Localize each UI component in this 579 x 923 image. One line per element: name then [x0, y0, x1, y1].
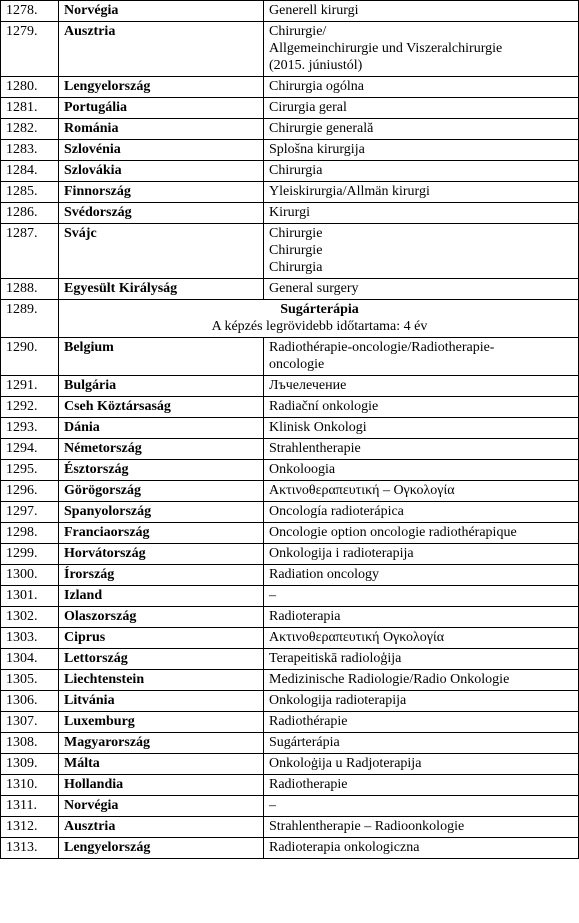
row-number: 1308.: [1, 733, 59, 754]
specialty-line: Chirurgie/: [269, 24, 327, 39]
row-number: 1293.: [1, 418, 59, 439]
row-number: 1306.: [1, 691, 59, 712]
specialty-line: oncologie: [269, 357, 325, 372]
specialty-title: [264, 691, 579, 712]
row-number: 1312.: [1, 817, 59, 838]
row-number: 1297.: [1, 502, 59, 523]
specialty-line: Medizinische Radiologie/Radio Onkologie: [269, 672, 510, 687]
country-name: Finnország: [59, 182, 264, 203]
specialty-line: Лъчелечение: [269, 378, 347, 393]
country-name: Litvánia: [59, 691, 264, 712]
table-row: [1, 838, 579, 859]
row-number: 1305.: [1, 670, 59, 691]
row-number: 1286.: [1, 203, 59, 224]
country-name: Norvégia: [59, 796, 264, 817]
row-number: 1279.: [1, 22, 59, 77]
specialty-line: (2015. júniustól): [269, 58, 363, 73]
country-name: Szlovákia: [59, 161, 264, 182]
specialty-line: Sugárterápia: [269, 735, 340, 750]
table-row: [1, 796, 579, 817]
table-row: [1, 224, 579, 279]
specialty-line: Allgemeinchirurgie und Viszeralchirurgie: [269, 41, 503, 56]
specialty-title: [264, 754, 579, 775]
specialty-line: General surgery: [269, 281, 359, 296]
table-row: [1, 98, 579, 119]
specialty-line: Splošna kirurgija: [269, 142, 365, 157]
country-name: Lettország: [59, 649, 264, 670]
section-duration: A képzés legrövidebb időtartama: 4 év: [211, 319, 428, 334]
specialty-line: Radioterapia: [269, 609, 341, 624]
specialty-title: [264, 203, 579, 224]
specialty-title: [264, 1, 579, 22]
specialty-line: Chirurgie generală: [269, 121, 374, 136]
country-name: Egyesült Királyság: [59, 279, 264, 300]
table-row: [1, 77, 579, 98]
row-number: 1295.: [1, 460, 59, 481]
specialty-line: Radiothérapie-oncologie/Radiotherapie-: [269, 340, 495, 355]
row-number: 1288.: [1, 279, 59, 300]
country-name: Belgium: [59, 338, 264, 376]
specialty-line: Radiothérapie: [269, 714, 348, 729]
table-row: [1, 119, 579, 140]
country-name: Liechtenstein: [59, 670, 264, 691]
table-row: [1, 140, 579, 161]
table-row: [1, 607, 579, 628]
country-name: Görögország: [59, 481, 264, 502]
table-row: [1, 481, 579, 502]
country-name: Svájc: [59, 224, 264, 279]
table-row: [1, 649, 579, 670]
country-name: Írország: [59, 565, 264, 586]
specialty-title: [264, 649, 579, 670]
specialty-title: [264, 796, 579, 817]
specialty-title: [264, 98, 579, 119]
country-name: Spanyolország: [59, 502, 264, 523]
row-number: 1280.: [1, 77, 59, 98]
specialty-title: [264, 119, 579, 140]
row-number: 1290.: [1, 338, 59, 376]
specialty-line: Oncologie option oncologie radiothérapique: [269, 525, 517, 540]
specialty-title: [264, 712, 579, 733]
table-row: [1, 502, 579, 523]
specialty-line: Onkologija i radioterapija: [269, 546, 414, 561]
specialty-line: Radiation oncology: [269, 567, 380, 582]
specialty-line: Strahlentherapie: [269, 441, 361, 456]
specialty-title: [264, 77, 579, 98]
specialty-line: Ακτινοθεραπευτική – Ογκολογία: [269, 483, 455, 498]
row-number: 1278.: [1, 1, 59, 22]
country-name: Magyarország: [59, 733, 264, 754]
specialty-line: Oncología radioterápica: [269, 504, 404, 519]
specialty-title: [264, 817, 579, 838]
specialty-line: Cirurgia geral: [269, 100, 347, 115]
row-number: 1299.: [1, 544, 59, 565]
row-number: 1309.: [1, 754, 59, 775]
specialty-line: –: [269, 798, 276, 813]
table-row: [1, 565, 579, 586]
specialty-title: [264, 481, 579, 502]
specialty-line: Onkologija radioterapija: [269, 693, 407, 708]
country-name: Franciaország: [59, 523, 264, 544]
specialty-line: Chirurgie: [269, 226, 323, 241]
specialty-line: Onkoloġija u Radjoterapija: [269, 756, 422, 771]
country-name: Horvátország: [59, 544, 264, 565]
row-number: 1282.: [1, 119, 59, 140]
row-number: 1281.: [1, 98, 59, 119]
specialty-line: Radiotherapie: [269, 777, 348, 792]
specialty-line: Onkoloogia: [269, 462, 336, 477]
specialty-title: [264, 279, 579, 300]
specialty-title: [264, 460, 579, 481]
specialty-line: Radioterapia onkologiczna: [269, 840, 420, 855]
section-header-group: [1, 300, 579, 338]
country-name: Németország: [59, 439, 264, 460]
table-row: [1, 628, 579, 649]
specialty-title: [264, 439, 579, 460]
specialty-title: [264, 733, 579, 754]
country-name: Ausztria: [59, 22, 264, 77]
specialty-title: [264, 418, 579, 439]
country-name: Cseh Köztársaság: [59, 397, 264, 418]
country-name: Svédország: [59, 203, 264, 224]
row-number: 1310.: [1, 775, 59, 796]
row-number: 1300.: [1, 565, 59, 586]
row-number: 1303.: [1, 628, 59, 649]
row-number: 1313.: [1, 838, 59, 859]
table-row: [1, 460, 579, 481]
country-name: Lengyelország: [59, 838, 264, 859]
specialty-title: [264, 838, 579, 859]
country-name: Portugália: [59, 98, 264, 119]
table-row: [1, 439, 579, 460]
specialty-title: [264, 586, 579, 607]
specialty-line: Klinisk Onkologi: [269, 420, 367, 435]
table-row: [1, 544, 579, 565]
table-body-radiotherapy: [1, 338, 579, 859]
table-row: [1, 523, 579, 544]
specialty-title: [264, 140, 579, 161]
table-row: [1, 418, 579, 439]
row-number: 1304.: [1, 649, 59, 670]
specialty-line: Radiační onkologie: [269, 399, 379, 414]
country-name: Lengyelország: [59, 77, 264, 98]
specialty-title: [264, 775, 579, 796]
section-header: [59, 300, 579, 338]
specialty-line: Yleiskirurgia/Allmän kirurgi: [269, 184, 430, 199]
country-name: Dánia: [59, 418, 264, 439]
row-number: 1302.: [1, 607, 59, 628]
country-name: Olaszország: [59, 607, 264, 628]
row-number: 1296.: [1, 481, 59, 502]
country-name: Ausztria: [59, 817, 264, 838]
specialty-title: [264, 607, 579, 628]
row-number: 1298.: [1, 523, 59, 544]
section-row-number: 1289.: [1, 300, 59, 338]
table-row: [1, 397, 579, 418]
section-title: Sugárterápia: [280, 302, 359, 317]
country-name: Ciprus: [59, 628, 264, 649]
table-row: [1, 203, 579, 224]
specialty-line: Generell kirurgi: [269, 3, 359, 18]
country-name: Norvégia: [59, 1, 264, 22]
row-number: 1285.: [1, 182, 59, 203]
row-number: 1307.: [1, 712, 59, 733]
row-number: 1284.: [1, 161, 59, 182]
table-row: [1, 161, 579, 182]
specialty-title: [264, 523, 579, 544]
specialty-title: [264, 161, 579, 182]
specialty-title: [264, 565, 579, 586]
row-number: 1287.: [1, 224, 59, 279]
specialty-title: [264, 22, 579, 77]
row-number: 1283.: [1, 140, 59, 161]
country-name: Észtország: [59, 460, 264, 481]
table-row: [1, 712, 579, 733]
specialty-line: Terapeitiskā radioloģija: [269, 651, 402, 666]
specialty-line: Chirurgie: [269, 243, 323, 258]
table-row: [1, 279, 579, 300]
table-row: [1, 338, 579, 376]
specialty-title: [264, 224, 579, 279]
table-row: [1, 182, 579, 203]
specialty-title: [264, 502, 579, 523]
specialty-title: [264, 544, 579, 565]
table-row: [1, 817, 579, 838]
specialty-line: Chirurgia: [269, 163, 323, 178]
row-number: 1292.: [1, 397, 59, 418]
table-row: [1, 22, 579, 77]
country-name: Szlovénia: [59, 140, 264, 161]
table-row: [1, 376, 579, 397]
table-row: [1, 775, 579, 796]
specialty-line: Ακτινοθεραπευτική Ογκολογία: [269, 630, 445, 645]
table-row: [1, 586, 579, 607]
country-name: Bulgária: [59, 376, 264, 397]
country-name: Románia: [59, 119, 264, 140]
row-number: 1301.: [1, 586, 59, 607]
specialty-title: [264, 628, 579, 649]
country-name: Izland: [59, 586, 264, 607]
table-row: [1, 754, 579, 775]
specialty-title: [264, 397, 579, 418]
row-number: 1311.: [1, 796, 59, 817]
specialty-line: –: [269, 588, 276, 603]
country-name: Luxemburg: [59, 712, 264, 733]
country-name: Hollandia: [59, 775, 264, 796]
table-row: [1, 1, 579, 22]
specialty-title: [264, 376, 579, 397]
specialty-line: Kirurgi: [269, 205, 310, 220]
table-body-surgery: [1, 1, 579, 300]
row-number: 1291.: [1, 376, 59, 397]
specialty-title: [264, 338, 579, 376]
specialty-line: Strahlentherapie – Radioonkologie: [269, 819, 465, 834]
table-row: [1, 670, 579, 691]
specialty-title: [264, 670, 579, 691]
table-row: [1, 691, 579, 712]
table-row: [1, 733, 579, 754]
specialty-line: Chirurgia ogólna: [269, 79, 365, 94]
row-number: 1294.: [1, 439, 59, 460]
country-name: Málta: [59, 754, 264, 775]
section-header-row: [1, 300, 579, 338]
specialty-line: Chirurgia: [269, 260, 323, 275]
specialty-title: [264, 182, 579, 203]
